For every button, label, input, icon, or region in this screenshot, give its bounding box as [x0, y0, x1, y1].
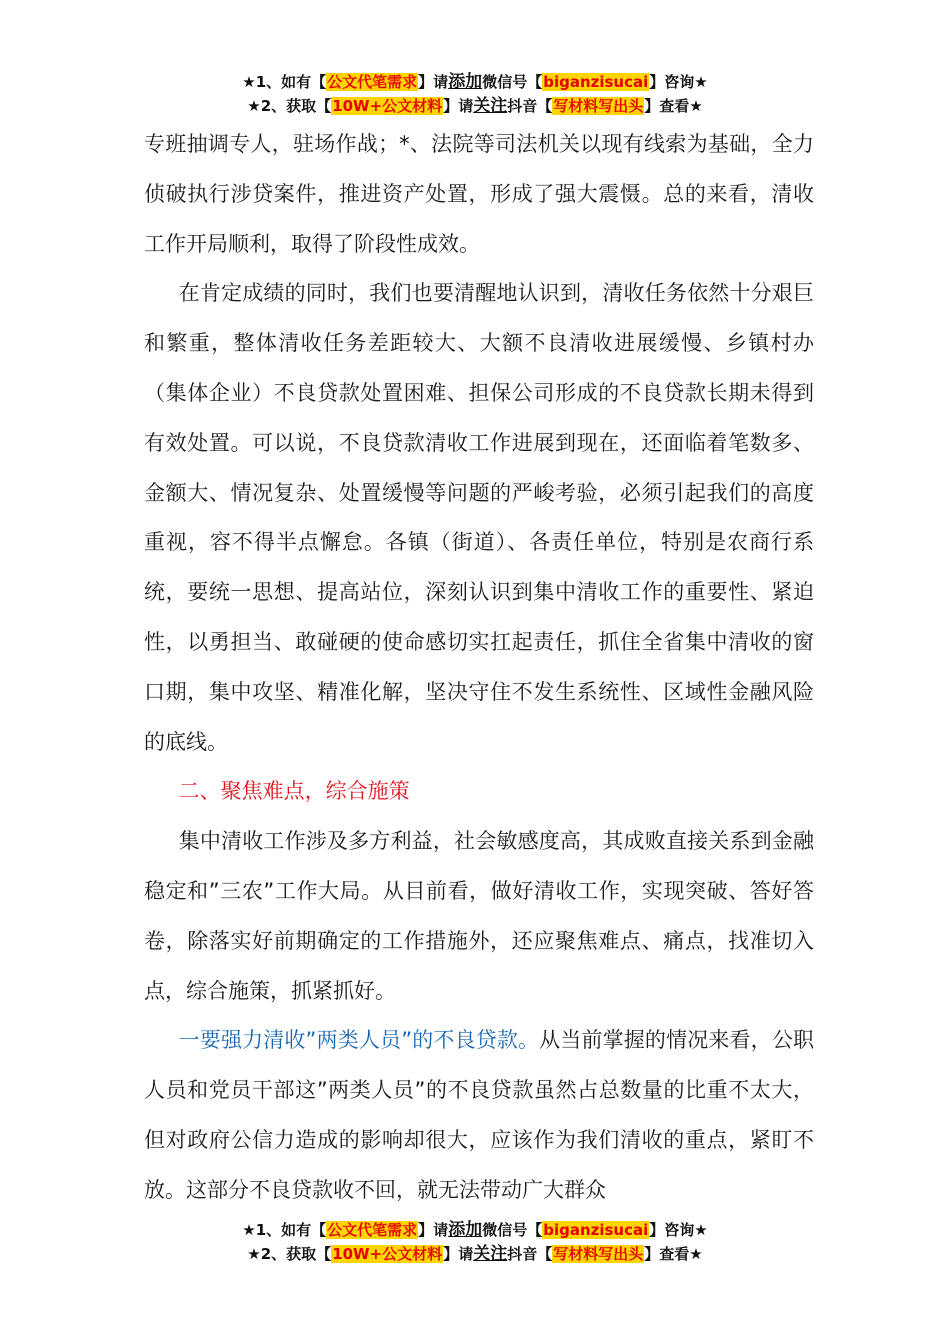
header-banner: [0, 70, 950, 118]
paragraph-2: 在肯定成绩的同时，我们也要清醒地认识到，清收任务依然十分艰巨和繁重，整体清收任务差距较大、大额不良清收进展缓慢、乡镇村办（集体企业）不良贷款处置困难、担保公司形成的不良贷款长期未得到有效处置。可以说，不良贷款清收工作进展到现在，还面临着笔数多、金额大、情况复杂、处置缓慢等问题的严峻考验，必须引起我们的高度重视，容不得半点懈怠。各镇（街道）、各责任单位，特别是农商行系统，要统一思想、提高站位，深刻认识到集中清收工作的重要性、紧迫性，以勇担当、敢碰硬的使命感切实扛起责任，抓住全省集中清收的窗口期，集中攻坚、精准化解，坚决守住不发生系统性、区域性金融风险的底线。: [144, 281, 814, 754]
banner-line-1: ★1、如有【公文代笔需求】请添加微信号【biganzisucai】咨询★: [242, 72, 708, 92]
paragraph-4-rest: 从当前掌握的情况来看，公职人员和党员干部这”两类人员”的不良贷款虽然占总数量的比重不太大，但对政府公信力造成的影响却很大，应该作为我们清收的重点，紧盯不放。这部分不良贷款收不回，就无法带动广大群众: [144, 1028, 814, 1202]
paragraph-3: 集中清收工作涉及多方利益，社会敏感度高，其成败直接关系到金融稳定和”三农”工作大局。从目前看，做好清收工作，实现突破、答好答卷，除落实好前期确定的工作措施外，还应聚焦难点、痛点，找准切入点，综合施策，抓紧抓好。: [144, 829, 814, 1003]
highlight-service: 公文代笔需求: [327, 1221, 418, 1239]
highlight-douyin-id: 写材料写出头: [553, 97, 644, 115]
section-heading-2: 二、聚焦难点，综合施策: [178, 779, 410, 804]
highlight-wechat-id: biganzisucai: [543, 73, 649, 91]
highlight-wechat-id: biganzisucai: [543, 1221, 649, 1239]
footer-line-2: ★2、获取【10W+公文材料】请关注抖音【写材料写出头】查看★: [247, 1244, 703, 1264]
footer-line-1: ★1、如有【公文代笔需求】请添加微信号【biganzisucai】咨询★: [242, 1220, 708, 1240]
footer-banner: [0, 1218, 950, 1266]
document-body: [144, 120, 814, 1216]
highlight-materials: 10W+公文材料: [332, 1245, 443, 1263]
paragraph-4: [144, 1016, 814, 1215]
paragraph-1: 专班抽调专人，驻场作战；*、法院等司法机关以现有线索为基础，全力侦破执行涉贷案件，推进资产处置，形成了强大震慑。总的来看，清收工作开局顺利，取得了阶段性成效。: [144, 132, 814, 256]
banner-line-2: ★2、获取【10W+公文材料】请关注抖音【写材料写出头】查看★: [247, 96, 703, 116]
emphasis-lead: 一要强力清收”两类人员”的不良贷款。: [178, 1028, 540, 1053]
highlight-materials: 10W+公文材料: [332, 97, 443, 115]
highlight-douyin-id: 写材料写出头: [553, 1245, 644, 1263]
highlight-service: 公文代笔需求: [327, 73, 418, 91]
